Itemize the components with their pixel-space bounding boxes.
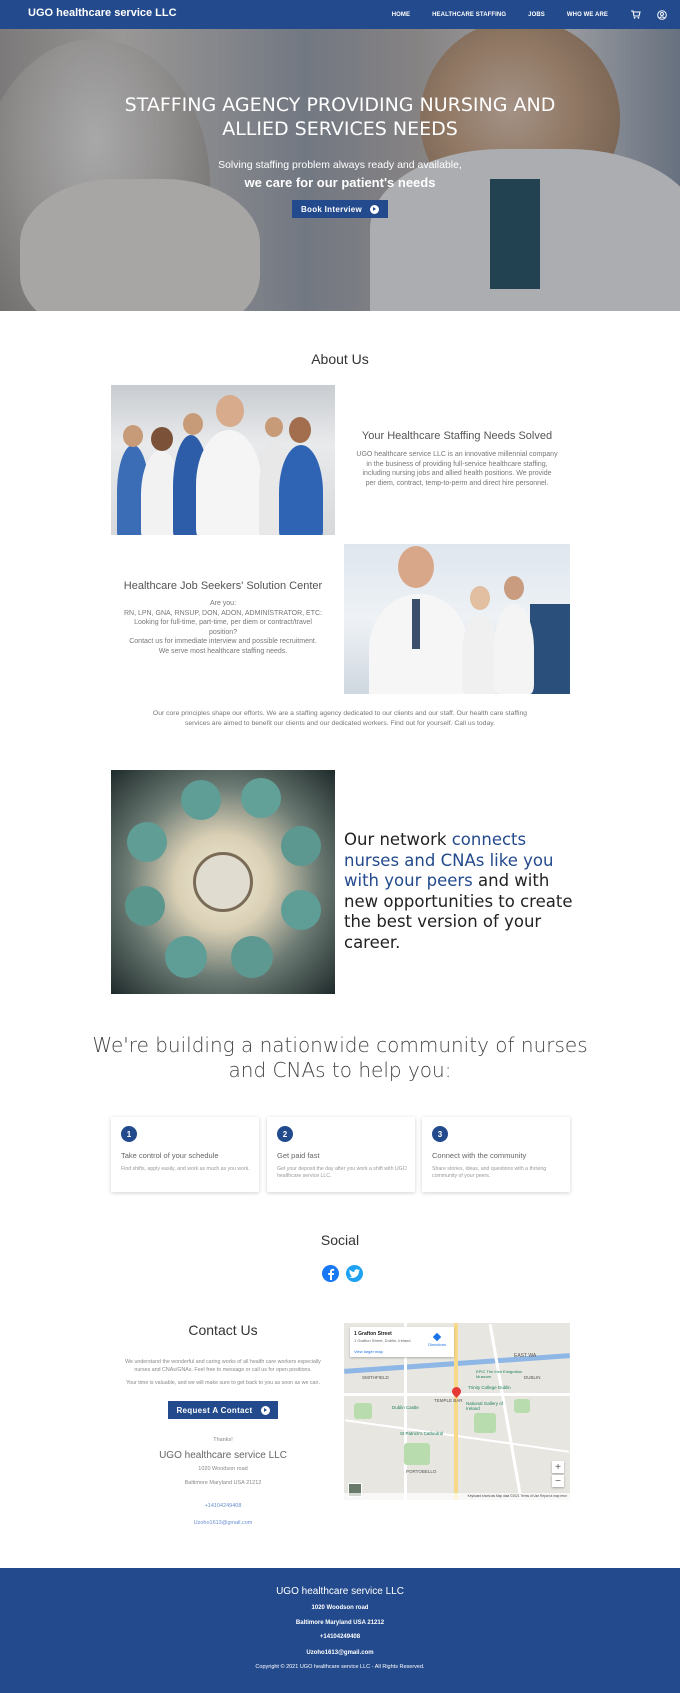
hero-subtitle: Solving staffing problem always ready and available, bbox=[218, 159, 462, 171]
map-park bbox=[354, 1403, 372, 1419]
step-number-badge: 3 bbox=[432, 1126, 448, 1142]
arrow-circle-icon bbox=[370, 205, 379, 214]
principles-text bbox=[111, 709, 569, 728]
team-photo bbox=[111, 385, 335, 535]
head bbox=[151, 427, 173, 451]
head bbox=[265, 417, 283, 437]
head3 bbox=[504, 576, 524, 600]
map-label: SMITHFIELD bbox=[362, 1375, 389, 1380]
surgeon-head bbox=[281, 890, 321, 930]
nav-who-we-are[interactable]: WHO WE ARE bbox=[566, 11, 608, 18]
contact-title: Contact Us bbox=[188, 1322, 258, 1338]
surgeon-head bbox=[241, 778, 281, 818]
hero-title-line1: STAFFING AGENCY PROVIDING NURSING AND bbox=[124, 94, 556, 116]
hero-tagline: we care for our patient's needs bbox=[244, 175, 436, 190]
map-label: TEMPLE BAR bbox=[434, 1398, 463, 1403]
card-description: Find shifts, apply easily, and work as much as you work. bbox=[121, 1166, 250, 1172]
fig bbox=[279, 445, 323, 535]
map-park bbox=[474, 1413, 496, 1433]
brand-logo[interactable]: UGO healthcare service LLC bbox=[28, 7, 177, 19]
feature-card bbox=[267, 1117, 415, 1192]
nav-links bbox=[392, 0, 668, 29]
nav-jobs[interactable]: JOBS bbox=[528, 11, 545, 18]
surgical-light bbox=[193, 852, 253, 912]
nav-home[interactable]: HOME bbox=[391, 11, 411, 18]
map-address-title: 1 Grafton Street bbox=[354, 1331, 392, 1337]
community-heading bbox=[0, 1033, 680, 1083]
about-title: About Us bbox=[311, 351, 369, 367]
zoom-out-button[interactable]: − bbox=[552, 1475, 564, 1487]
contact-text-line: nurses and CNAs/GNAs. Feel free to message or call us for open positions. bbox=[134, 1367, 312, 1373]
block2-line: RN, LPN, GNA, RNSUP, DON, ADON, ADMINISTRATOR, ETC: bbox=[124, 609, 322, 617]
surgeon-head bbox=[281, 826, 321, 866]
feature-card bbox=[111, 1117, 259, 1192]
map-label: DUBLIN bbox=[524, 1375, 541, 1380]
map-label: PORTOBELLO bbox=[406, 1469, 437, 1474]
block2-text bbox=[111, 599, 335, 656]
card-title: Take control of your schedule bbox=[121, 1151, 219, 1160]
footer bbox=[0, 1568, 680, 1693]
head bbox=[183, 413, 203, 435]
network-highlight: connects nurses and CNAs like you with your peers bbox=[344, 830, 554, 890]
block1-text bbox=[344, 450, 570, 488]
contact-company: UGO healthcare service LLC bbox=[159, 1450, 287, 1461]
footer-email[interactable]: Uzoho1613@gmail.com bbox=[306, 1650, 374, 1656]
head2 bbox=[470, 586, 490, 610]
directions-button[interactable] bbox=[428, 1333, 446, 1347]
community-line1: We're building a nationwide community of nurses bbox=[92, 1033, 588, 1057]
cart-icon[interactable] bbox=[630, 9, 642, 21]
zoom-in-button[interactable]: + bbox=[552, 1461, 564, 1473]
principles-line: Our core principles shape our efforts. We are a staffing agency dedicated to our clients and our staff. Our health care staffing bbox=[152, 710, 528, 717]
google-map[interactable] bbox=[344, 1323, 570, 1500]
footer-phone[interactable]: +14104249408 bbox=[319, 1634, 361, 1640]
contact-note: Your time is valuable, and we will make sure to get back to you as soon as we can. bbox=[126, 1380, 320, 1386]
arrow-circle-icon bbox=[261, 1406, 270, 1415]
figure2 bbox=[462, 614, 498, 694]
block1-line: UGO healthcare service LLC is an innovative millennial company bbox=[356, 451, 558, 458]
account-icon[interactable] bbox=[656, 9, 668, 21]
block2-title: Healthcare Job Seekers' Solution Center bbox=[123, 580, 323, 592]
map-label: Trinity College Dublin bbox=[468, 1385, 511, 1390]
tie bbox=[412, 599, 420, 649]
feature-card bbox=[422, 1117, 570, 1192]
step-number-badge: 2 bbox=[277, 1126, 293, 1142]
fig bbox=[196, 430, 262, 535]
footer-copyright: Copyright © 2021 UGO healthcare service LLC - All Rights Reserved. bbox=[255, 1664, 425, 1670]
request-contact-label: Request A Contact bbox=[176, 1405, 253, 1415]
directions-icon bbox=[433, 1333, 441, 1341]
thanks-text: Thanks! bbox=[213, 1437, 233, 1443]
surgeon-head bbox=[165, 936, 207, 978]
block2-line: position? bbox=[208, 628, 238, 636]
doctor-head bbox=[398, 546, 434, 588]
card-title: Connect with the community bbox=[432, 1151, 527, 1160]
network-part1: Our network bbox=[344, 830, 452, 849]
head bbox=[123, 425, 143, 447]
social-title: Social bbox=[320, 1232, 360, 1248]
twitter-icon[interactable] bbox=[346, 1265, 363, 1282]
view-larger-map-link[interactable]: View larger map bbox=[354, 1349, 383, 1354]
surgeons-photo bbox=[111, 770, 335, 994]
principles-line: services are aimed to benefit our clients and our dedicated workers. Find out for yourself. Call us today. bbox=[184, 719, 496, 727]
step-number-badge: 1 bbox=[121, 1126, 137, 1142]
card-description: Share stories, ideas, and questions with a thriving community of your peers. bbox=[432, 1166, 547, 1179]
facebook-icon[interactable] bbox=[322, 1265, 339, 1282]
contact-text-line: We understand the wonderful and caring works of all health care workers especially bbox=[125, 1359, 321, 1365]
contact-phone-link[interactable]: +14104249408 bbox=[204, 1503, 242, 1509]
block2-line: Looking for full-time, part-time, per diem or contract/travel bbox=[134, 619, 312, 626]
book-interview-button[interactable] bbox=[292, 200, 388, 218]
head bbox=[216, 395, 244, 427]
book-interview-label: Book Interview bbox=[300, 204, 363, 214]
block1-line: in the business of providing full-service healthcare staffing, bbox=[366, 460, 548, 468]
block1-title: Your Healthcare Staffing Needs Solved bbox=[361, 430, 553, 442]
map-info-card bbox=[350, 1327, 454, 1357]
hero-title-line2: ALLIED SERVICES NEEDS bbox=[222, 118, 458, 140]
footer-brand: UGO healthcare service LLC bbox=[276, 1586, 404, 1597]
map-label: Dublin Castle bbox=[392, 1405, 419, 1410]
footer-address1: 1020 Woodson road bbox=[311, 1605, 369, 1611]
block2-line: Contact us for immediate interview and possible recruitment. bbox=[129, 638, 317, 645]
hero-title bbox=[0, 93, 680, 141]
top-nav bbox=[0, 0, 680, 29]
surgeon-head bbox=[231, 936, 273, 978]
surgeon-head bbox=[127, 822, 167, 862]
map-label: EPIC The Irish Emigration Museum bbox=[476, 1369, 523, 1379]
map-road bbox=[454, 1323, 458, 1500]
map-label: National Gallery of Ireland bbox=[466, 1401, 504, 1411]
surgeon-head bbox=[125, 886, 165, 926]
block1-line: including nursing jobs and allied health positions. We provide bbox=[362, 470, 552, 477]
map-label: EAST WA bbox=[514, 1353, 537, 1359]
block2-line: Are you: bbox=[209, 600, 237, 607]
contact-text bbox=[111, 1358, 335, 1374]
background-panel bbox=[530, 604, 570, 694]
figure3 bbox=[494, 604, 534, 694]
card-description: Get your deposit the day after you work a shift with UGO healthcare service LLC. bbox=[277, 1166, 407, 1179]
map-footer-text: Keyboard shortcuts Map data ©2021 Terms of Use Report a map error bbox=[344, 1493, 570, 1500]
map-park bbox=[404, 1443, 430, 1465]
head bbox=[289, 417, 311, 443]
block1-line: per diem, contract, temp-to-perm and direct hire personnel. bbox=[365, 479, 549, 487]
map-park bbox=[514, 1399, 530, 1413]
hero-banner bbox=[0, 29, 680, 311]
contact-email-link[interactable]: Uzoho1613@gmail.com bbox=[193, 1520, 253, 1526]
map-address-sub: 1 Grafton Street, Dublin, Ireland bbox=[354, 1338, 411, 1343]
doctor-photo bbox=[344, 544, 570, 694]
card-title: Get paid fast bbox=[277, 1151, 320, 1160]
directions-label: Directions bbox=[428, 1342, 446, 1347]
contact-address2: Baltimore Maryland USA 21212 bbox=[184, 1480, 262, 1486]
network-part2: and with new opportunities to create the best version of your career. bbox=[344, 871, 573, 952]
request-contact-button[interactable] bbox=[168, 1401, 278, 1419]
network-statement bbox=[344, 830, 574, 953]
surgeon-head bbox=[181, 780, 221, 820]
nav-healthcare-staffing[interactable]: HEALTHCARE STAFFING bbox=[432, 11, 507, 18]
block2-line: We serve most healthcare staffing needs. bbox=[158, 647, 288, 655]
footer-address2: Baltimore Maryland USA 21212 bbox=[295, 1620, 385, 1626]
community-line2: and CNAs to help you: bbox=[228, 1058, 452, 1082]
contact-address1: 1020 Woodson road bbox=[198, 1466, 248, 1472]
map-label: St Patrick's Cathedral bbox=[400, 1431, 444, 1436]
